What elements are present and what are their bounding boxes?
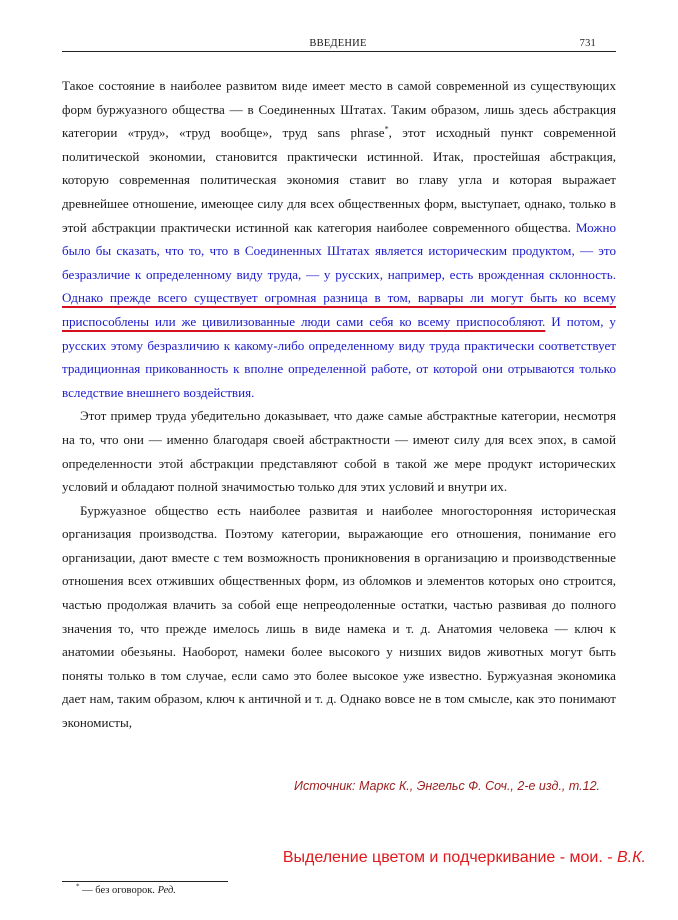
footnote-rule bbox=[62, 881, 228, 882]
emphasis-note bbox=[200, 849, 646, 867]
page-number: 731 bbox=[579, 38, 596, 49]
paragraph-1-start: Такое состояние в наиболее развитом виде имеет место в самой современной из существующих форм буржуазного общества — в Соединенных Штатах. Таким образом, лишь здесь абстракция категории «труд», «труд вообще», труд sans phrase bbox=[62, 78, 616, 141]
footnote-marker: * bbox=[384, 124, 389, 134]
source-citation: Источник: Маркс К., Энгельс Ф. Соч., 2-е изд., т.12. bbox=[294, 779, 600, 793]
blue-highlight-2: И потом, у русских этому безразличию к какому-либо определенному виду труда практически соответствует традиционная прикованность к вполне определенной работе, от которой они отрываются только вследствие внешнего воздействия. bbox=[62, 313, 616, 400]
paragraph-3: Буржуазное общество есть наиболее развитая и наиболее многосторонняя историческая организация производства. Поэтому категории, выражающие его отношения, понимание его организации, дают вместе с тем возможность проникновения в организацию и производственные отношения всех отживших общественных форм, из обломков и элементов которых оно строится, частью продолжая влачить за собой еще непреодоленные остатки, частью развивая до полного значения то, что прежде имелось лишь в виде намека и т. д. Анатомия человека — ключ к анатомии обезьяны. Наоборот, намеки более высокого у низших видов животных могут быть поняты только в том случае, если само это более высокое уже известно. Буржуазная экономика дает нам, таким образом, ключ к античной и т. д. Однако вовсе не в том смысле, как это понимают экономисты, bbox=[62, 502, 616, 731]
paragraph-2: Этот пример труда убедительно доказывает, что даже самые абстрактные категории, несмотря на то, что они — именно благодаря своей абстрактности — имеют силу для всех эпох, в самой определенности этой абстракции представляют собой в такой же мере продукт исторических условий и обладают полной значимостью только для этих условий и внутри их. bbox=[62, 408, 616, 495]
running-header bbox=[62, 38, 614, 52]
underlined-highlight: Однако прежде всего существует огромная разница в том, варвары ли могут быть ко всему приспособлены или же цивилизованные люди сами себя ко всему приспособляют. bbox=[62, 290, 616, 329]
footnote bbox=[76, 882, 176, 896]
paragraph-1 bbox=[62, 74, 616, 404]
footnote-mark: * bbox=[76, 882, 80, 891]
blue-highlight-1: Можно было бы сказать, что то, что в Соединенных Штатах является историческим продуктом, — это безразличие к определенному виду труда, — у русских, например, есть врожденная склонность. bbox=[62, 219, 616, 282]
emphasis-note-text: Выделение цветом и подчеркивание - мои. - bbox=[282, 849, 617, 866]
footnote-editor: Ред. bbox=[157, 885, 176, 896]
header-rule bbox=[62, 51, 616, 52]
main-text bbox=[62, 74, 616, 735]
footnote-text: — без оговорок. bbox=[79, 885, 158, 896]
emphasis-note-author: В.К. bbox=[617, 849, 646, 866]
paragraph-1-cont: , этот исходный пункт современной политической экономии, становится практически истинной. Итак, простейшая абстракция, которую современная политическая экономия ставит во главу угла и которая выражает древнейшее отношение, имеющее силу для всех общественных форм, выступает, однако, только в этой абстракции практически истинной как категория наиболее современного общества. bbox=[62, 125, 616, 235]
running-title: ВВЕДЕНИЕ bbox=[309, 38, 367, 49]
